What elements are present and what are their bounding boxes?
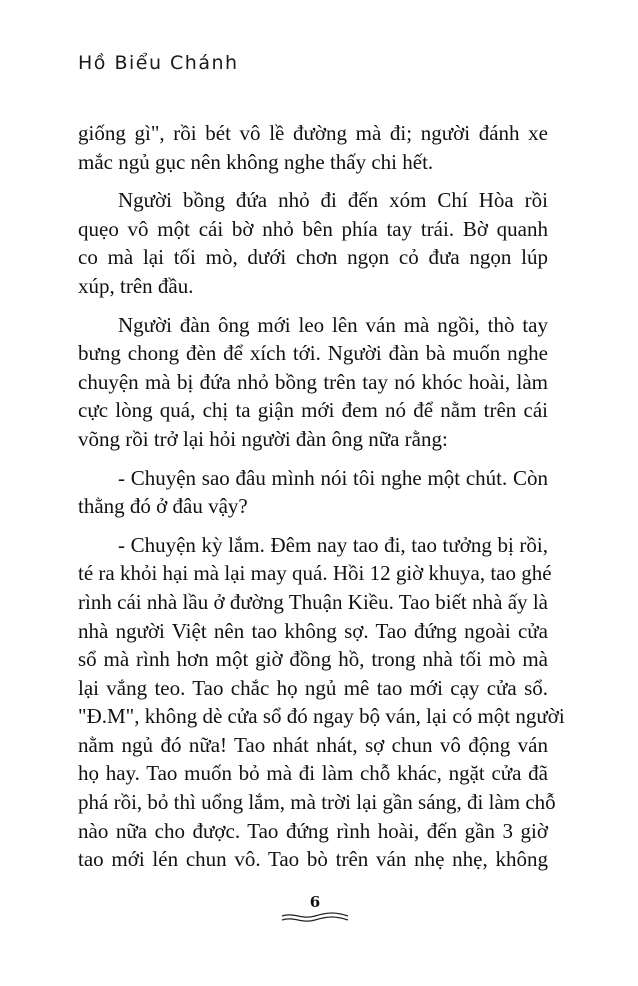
running-header-author: Hồ Biểu Chánh [78, 52, 239, 74]
text-line: mắc ngủ gục nên không nghe thấy chi hết. [78, 149, 434, 174]
text-line: họ hay. Tao muốn bỏ mà đi làm chỗ khác, ngặt cửa đã [78, 761, 548, 786]
text-line: rình cái nhà lầu ở đường Thuận Kiều. Tao biết nhà ấy là [78, 589, 548, 614]
text-line: nằm ngủ đó nữa! Tao nhát nhát, sợ chun vô động ván [78, 732, 548, 757]
text-line: lại vắng teo. Tao chắc họ ngủ mê tao mới cạy cửa sổ. [78, 675, 548, 700]
text-line: nào nữa cho được. Tao đứng rình hoài, đến gần 3 giờ [78, 818, 548, 843]
text-line: Người đàn ông mới leo lên ván mà ngồi, thò tay [118, 312, 548, 337]
body-text [78, 119, 565, 884]
text-line: bưng chong đèn để xích tới. Người đàn bà muốn nghe [78, 341, 548, 366]
text-line: nhà người Việt nên tao không sợ. Tao đứng ngoài cửa [78, 618, 548, 643]
paragraph-5 [78, 531, 565, 874]
text-line: té ra khỏi hại mà lại may quá. Hồi 12 giờ khuya, tao ghé [78, 561, 552, 586]
page-number: 6 [309, 893, 321, 911]
text-line: cực lòng quá, chị ta giận mới đem nó để nằm trên cái [78, 398, 548, 423]
wave-ornament-icon [280, 911, 350, 925]
text-line: "Đ.M", không dè cửa sổ đó ngay bộ ván, lại có một người [78, 704, 565, 729]
text-line: chuyện mà bị đứa nhỏ bồng trên tay nó khóc hoài, làm [78, 369, 548, 394]
text-line: quẹo vô một cái bờ nhỏ bên phía tay trái. Bờ quanh [78, 216, 548, 241]
page-footer [280, 893, 350, 929]
text-line: sổ mà rình hơn một giờ đồng hồ, trong nhà tối mò mà [78, 647, 548, 672]
text-line: võng rồi trở lại hỏi người đàn ông nữa rằng: [78, 426, 448, 451]
text-line: Người bồng đứa nhỏ đi đến xóm Chí Hòa rồi [118, 188, 548, 213]
text-line: - Chuyện sao đâu mình nói tôi nghe một chút. Còn [118, 465, 548, 490]
text-line: xúp, trên đầu. [78, 273, 194, 298]
text-line: co mà lại tối mò, dưới chơn ngọn cỏ đưa ngọn lúp [78, 245, 548, 270]
paragraph-4 [78, 464, 548, 521]
text-line: giống gì", rồi bét vô lề đường mà đi; người đánh xe [78, 121, 548, 145]
text-line: tao mới lén chun vô. Tao bò trên ván nhẹ nhẹ, không [78, 847, 548, 872]
text-line: - Chuyện kỳ lắm. Đêm nay tao đi, tao tưởng bị rồi, [118, 532, 548, 557]
text-line: thằng đó ở đâu vậy? [78, 494, 248, 519]
paragraph-1 [78, 119, 548, 176]
text-line: phá rồi, bỏ thì uổng lắm, mà trời lại gần sáng, đi làm chỗ [78, 790, 556, 815]
paragraph-2 [78, 186, 548, 300]
paragraph-3 [78, 311, 548, 454]
